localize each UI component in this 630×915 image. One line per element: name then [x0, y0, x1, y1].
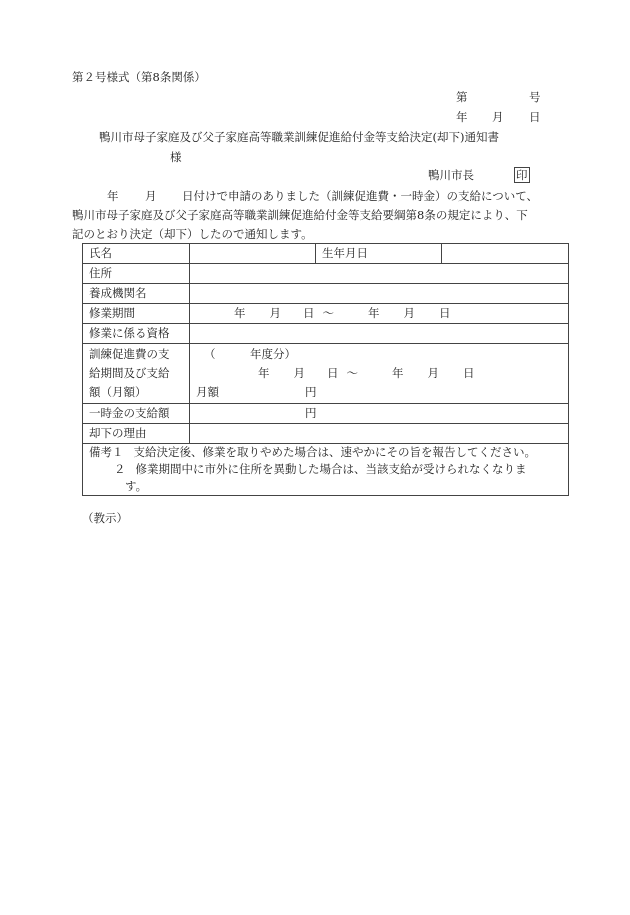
table-row	[83, 284, 569, 304]
subsidy-month2: 月	[427, 366, 439, 380]
institution-value	[190, 284, 569, 304]
subsidy-sep: ～	[346, 366, 358, 380]
period-value	[190, 304, 569, 324]
period-label: 修業期間	[83, 304, 190, 324]
seal-mark	[514, 167, 530, 183]
period-year2: 年	[368, 306, 380, 320]
institution-label: 養成機関名	[83, 284, 190, 304]
period-day1: 日	[303, 306, 315, 320]
address-label: 住所	[83, 264, 190, 284]
issuer-name: 鴨川市長	[428, 168, 474, 182]
table-row	[83, 304, 569, 324]
subsidy-label-line1: 訓練促進費の支	[89, 347, 170, 361]
qualification-label: 修業に係る資格	[83, 324, 190, 344]
period-month1: 月	[269, 306, 281, 320]
notes-head: 備考１	[89, 445, 124, 459]
subsidy-day1: 日	[327, 366, 339, 380]
period-sep: ～	[322, 306, 334, 320]
reject-reason-label: 却下の理由	[83, 424, 190, 444]
subsidy-day2: 日	[463, 366, 475, 380]
period-day2: 日	[439, 306, 451, 320]
table-row	[83, 244, 569, 264]
table-row	[83, 344, 569, 404]
instruction-heading: （教示）	[82, 511, 128, 525]
decision-table	[82, 243, 569, 496]
seal-text: 印	[516, 168, 528, 182]
body-line2: 鴨川市母子家庭及び父子家庭高等職業訓練促進給付金等支給要綱第8条の規定により、下	[72, 208, 528, 222]
period-month2: 月	[403, 306, 415, 320]
subsidy-year1: 年	[258, 366, 270, 380]
date-month: 月	[492, 110, 504, 124]
doc-number-prefix: 第	[456, 90, 468, 104]
name-label: 氏名	[83, 244, 190, 264]
body-date-year: 年	[107, 189, 119, 203]
note-1-text: 支給決定後、修業を取りやめた場合は、速やかにその旨を報告してください。	[133, 445, 536, 459]
table-row	[83, 424, 569, 444]
monthly-yen: 円	[305, 385, 317, 399]
subsidy-label-line2: 給期間及び支給	[89, 366, 170, 380]
body-line1: 日付けで申請のありました（訓練促進費・一時金）の支給について、	[182, 189, 539, 203]
subsidy-fiscal-year: （ 年度分）	[204, 347, 296, 361]
subsidy-value	[190, 344, 569, 404]
date-year: 年	[456, 110, 468, 124]
notes-cell	[83, 444, 569, 496]
note-2-number: ２	[114, 462, 126, 476]
note-2-cont	[89, 478, 568, 495]
monthly-label: 月額	[196, 385, 219, 399]
doc-number-suffix: 号	[529, 90, 541, 104]
body-date-month: 月	[145, 189, 157, 203]
reject-reason-value	[190, 424, 569, 444]
form-number: 第２号様式（第8条関係）	[72, 70, 206, 84]
note-2	[89, 461, 568, 478]
note-2-text-cont: す。	[125, 479, 148, 493]
note-2-text: 修業期間中に市外に住所を異動した場合は、当該支給が受けられなくなりま	[135, 462, 527, 476]
document-title: 鴨川市母子家庭及び父子家庭高等職業訓練促進給付金等支給決定(却下)通知書	[99, 130, 499, 144]
table-row	[83, 324, 569, 344]
subsidy-month1: 月	[293, 366, 305, 380]
subsidy-label-line3: 額（月額）	[89, 385, 147, 399]
table-row	[83, 264, 569, 284]
name-value	[190, 244, 316, 264]
birthdate-value	[442, 244, 569, 264]
note-1	[89, 444, 568, 461]
lump-sum-label: 一時金の支給額	[83, 404, 190, 424]
subsidy-monthly	[196, 383, 568, 402]
qualification-value	[190, 324, 569, 344]
subsidy-period	[196, 364, 568, 383]
recipient-suffix: 様	[170, 150, 182, 164]
notes-row	[83, 444, 569, 496]
subsidy-label	[83, 344, 190, 404]
subsidy-year2: 年	[392, 366, 404, 380]
date-day: 日	[529, 110, 541, 124]
lump-sum-yen: 円	[305, 406, 317, 420]
body-line3: 記のとおり決定（却下）したので通知します。	[72, 227, 313, 241]
period-year1: 年	[234, 306, 246, 320]
table-row	[83, 404, 569, 424]
lump-sum-value	[190, 404, 569, 424]
birthdate-label: 生年月日	[316, 244, 442, 264]
address-value	[190, 264, 569, 284]
